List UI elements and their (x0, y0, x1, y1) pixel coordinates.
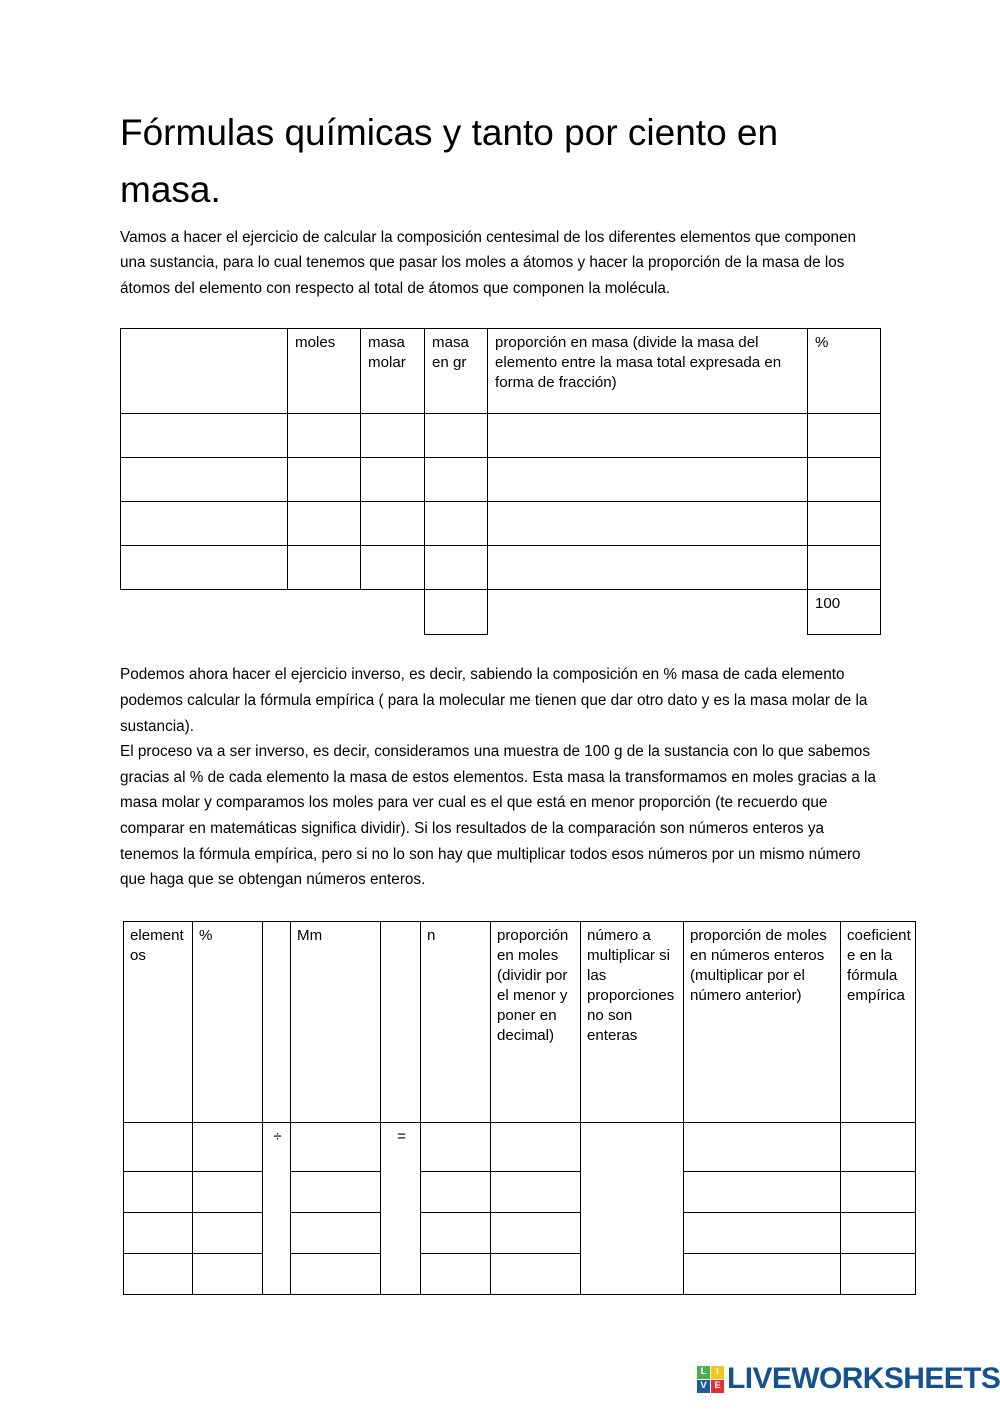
table2-header-mm: Mm (291, 921, 381, 1122)
table-total-row (121, 590, 881, 635)
table1-cell-percent[interactable] (808, 502, 881, 546)
table2-cell-elemento[interactable] (124, 1122, 193, 1171)
table1-cell-masa-en-gr[interactable] (425, 414, 488, 458)
table1-cell-moles[interactable] (288, 414, 361, 458)
table2-cell-n[interactable] (421, 1171, 491, 1212)
table1-header-masa-en-gr: masa en gr (425, 329, 488, 414)
table2-cell-mm[interactable] (291, 1171, 381, 1212)
intro-paragraph: Vamos a hacer el ejercicio de calcular la composición centesimal de los diferentes elementos que componen una sustancia, para lo cual tenemos que pasar los moles a átomos y hacer la proporción de la masa de los átomos del elemento con respecto al total de átomos que componen la molécula. (120, 228, 857, 297)
table2-header-equals-blank (381, 921, 421, 1122)
table1-cell-element[interactable] (121, 458, 288, 502)
table2-cell-mm[interactable] (291, 1122, 381, 1171)
table2-header-percent: % (193, 921, 263, 1122)
table1-total-blank-2 (361, 590, 425, 635)
table2-cell-proporcion-moles[interactable] (491, 1253, 581, 1294)
table1-total-blank-4 (488, 590, 808, 635)
logo-square-e: E (711, 1380, 724, 1393)
table2-cell-coeficiente[interactable] (841, 1122, 916, 1171)
equals-operator-icon: = (381, 1122, 421, 1294)
table-row (121, 546, 881, 590)
table2-cell-n[interactable] (421, 1253, 491, 1294)
table2-cell-moles-enteros[interactable] (684, 1253, 841, 1294)
paragraph-process: El proceso va a ser inverso, es decir, consideramos una muestra de 100 g de la sustancia con lo que sabemos gracias al % de cada elemento la masa de estos elementos. Esta masa la transformamos en moles gracias a la masa molar y comparamos los moles para ver cual es el que está en menor proporción (te recuerdo que comparar en matemáticas significa dividir). Si los resultados de la comparación son números enteros ya tenemos la fórmula empírica, pero si no lo son hay que multiplicar todos esos números por un mismo número que haga que se obtengan números enteros. (120, 743, 876, 889)
liveworksheets-logo-mark (697, 1366, 724, 1393)
table2-cell-coeficiente[interactable] (841, 1212, 916, 1253)
table1-total-percent: 100 (808, 590, 881, 635)
table2-cell-proporcion-moles[interactable] (491, 1212, 581, 1253)
table1-cell-masa-en-gr[interactable] (425, 458, 488, 502)
table2-cell-moles-enteros[interactable] (684, 1122, 841, 1171)
table1-header-percent: % (808, 329, 881, 414)
table2-header-divide-blank (263, 921, 291, 1122)
table1-cell-masa-en-gr[interactable] (425, 502, 488, 546)
table2-header-proporcion-enteros: proporción de moles en números enteros (multiplicar por el número anterior) (684, 921, 841, 1122)
table2-cell-elemento[interactable] (124, 1212, 193, 1253)
table2-cell-mm[interactable] (291, 1253, 381, 1294)
table1-cell-percent[interactable] (808, 546, 881, 590)
table1-header-proporcion-en-masa: proporción en masa (divide la masa del elemento entre la masa total expresada en forma de fracción) (488, 329, 808, 414)
table1-cell-element[interactable] (121, 546, 288, 590)
table1-total-blank-1 (288, 590, 361, 635)
table1-cell-percent[interactable] (808, 414, 881, 458)
composition-table (120, 328, 881, 635)
table2-header-coeficiente: coeficiente en la fórmula empírica (841, 921, 916, 1122)
worksheet-content (120, 104, 911, 1295)
table1-cell-masa-en-gr[interactable] (425, 546, 488, 590)
logo-square-i: I (711, 1366, 724, 1379)
table2-cell-percent[interactable] (193, 1122, 263, 1171)
paragraph-inverse-exercise: Podemos ahora hacer el ejercicio inverso, es decir, sabiendo la composición en % masa de cada elemento podemos calcular la fórmula empírica ( para la molecular me tienen que dar otro dato y es la masa molar de la sustancia). (120, 666, 868, 735)
table-header-row (121, 329, 881, 414)
table2-cell-percent[interactable] (193, 1253, 263, 1294)
empirical-formula-table (123, 921, 916, 1295)
page-title: Fórmulas químicas y tanto por ciento en masa. (120, 112, 779, 211)
table2-cell-proporcion-moles[interactable] (491, 1171, 581, 1212)
table1-cell-moles[interactable] (288, 458, 361, 502)
table2-cell-percent[interactable] (193, 1212, 263, 1253)
liveworksheets-logo[interactable] (697, 1362, 1000, 1396)
table2-cell-elemento[interactable] (124, 1171, 193, 1212)
table-row (124, 1212, 916, 1253)
table1-header-moles: moles (288, 329, 361, 414)
logo-square-l: L (697, 1366, 710, 1379)
table-row (121, 502, 881, 546)
table2-cell-moles-enteros[interactable] (684, 1171, 841, 1212)
table-header-row (124, 921, 916, 1122)
table2-cell-coeficiente[interactable] (841, 1171, 916, 1212)
table1-cell-proporcion[interactable] (488, 458, 808, 502)
divide-operator-icon: ÷ (263, 1122, 291, 1294)
liveworksheets-wordmark: LIVEWORKSHEETS (727, 1362, 1000, 1395)
table1-cell-element[interactable] (121, 502, 288, 546)
table2-cell-elemento[interactable] (124, 1253, 193, 1294)
table1-total-masa-en-gr[interactable] (425, 590, 488, 635)
table1-header-blank (121, 329, 288, 414)
table2-cell-n[interactable] (421, 1122, 491, 1171)
table1-cell-masa-molar[interactable] (361, 546, 425, 590)
table1-cell-proporcion[interactable] (488, 414, 808, 458)
table2-header-n: n (421, 921, 491, 1122)
table2-cell-coeficiente[interactable] (841, 1253, 916, 1294)
table2-cell-proporcion-moles[interactable] (491, 1122, 581, 1171)
table1-cell-element[interactable] (121, 414, 288, 458)
table-row (121, 458, 881, 502)
logo-square-v: V (697, 1380, 710, 1393)
table1-cell-proporcion[interactable] (488, 546, 808, 590)
table1-cell-masa-molar[interactable] (361, 414, 425, 458)
table2-header-numero-a-multiplicar: número a multiplicar si las proporciones no son enteras (581, 921, 684, 1122)
table1-cell-percent[interactable] (808, 458, 881, 502)
table-row (124, 1122, 916, 1171)
table1-cell-moles[interactable] (288, 502, 361, 546)
table2-cell-numero-multiplicar[interactable] (581, 1122, 684, 1294)
table1-cell-masa-molar[interactable] (361, 502, 425, 546)
table2-cell-mm[interactable] (291, 1212, 381, 1253)
table1-cell-moles[interactable] (288, 546, 361, 590)
table2-cell-moles-enteros[interactable] (684, 1212, 841, 1253)
table1-header-masa-molar: masa molar (361, 329, 425, 414)
table1-cell-masa-molar[interactable] (361, 458, 425, 502)
table2-cell-percent[interactable] (193, 1171, 263, 1212)
table-row (124, 1171, 916, 1212)
table2-header-proporcion-en-moles: proporción en moles (dividir por el menor y poner en decimal) (491, 921, 581, 1122)
table1-total-blank-0 (121, 590, 288, 635)
table-row (124, 1253, 916, 1294)
table2-cell-n[interactable] (421, 1212, 491, 1253)
table1-cell-proporcion[interactable] (488, 502, 808, 546)
table2-header-elementos: elementos (124, 921, 193, 1122)
table-row (121, 414, 881, 458)
